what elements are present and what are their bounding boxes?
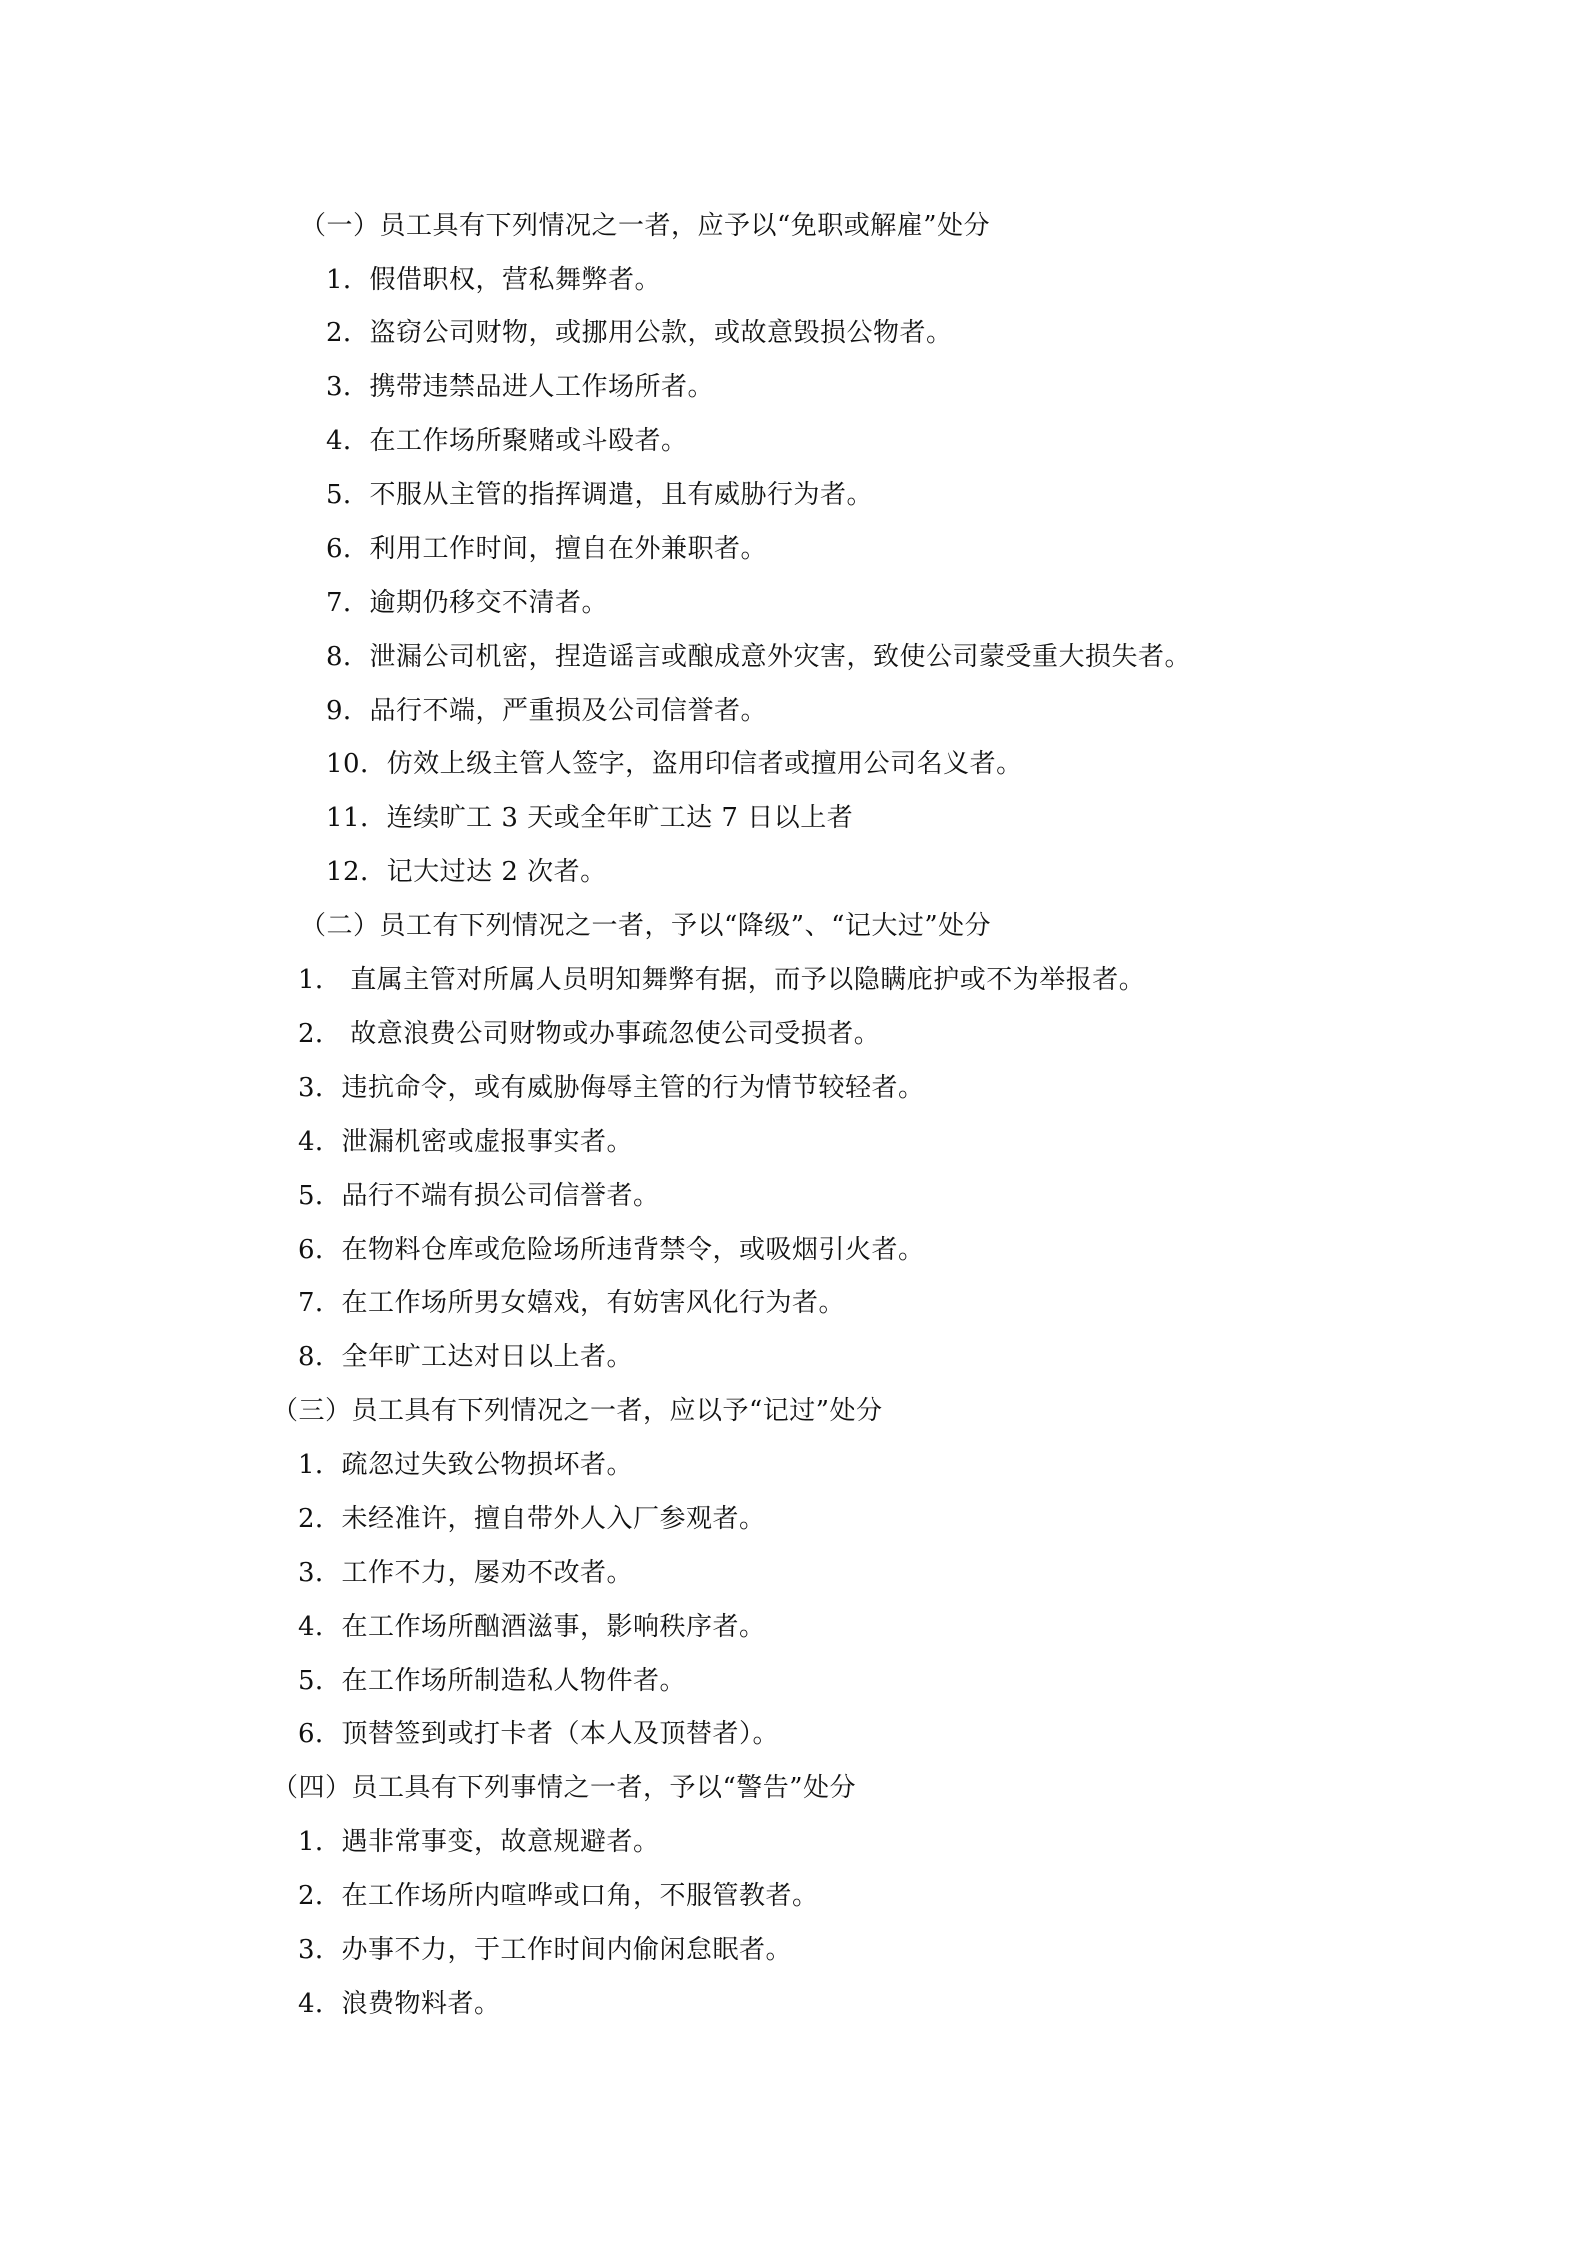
list-item: 1．疏忽过失致公物损坏者。 xyxy=(298,1450,634,1480)
list-item: 6．在物料仓库或危险场所违背禁令，或吸烟引火者。 xyxy=(298,1235,925,1265)
list-item: 10．仿效上级主管人签字，盗用印信者或擅用公司名义者。 xyxy=(326,749,1023,779)
list-item: 3．工作不力，屡劝不改者。 xyxy=(298,1558,634,1588)
list-item: 12．记大过达 2 次者。 xyxy=(326,857,607,887)
list-item: 5．不服从主管的指挥调遣，且有威胁行为者。 xyxy=(326,480,874,510)
list-item: 4．在工作场所酗酒滋事，影响秩序者。 xyxy=(298,1612,766,1642)
list-item: 2． 故意浪费公司财物或办事疏忽使公司受损者。 xyxy=(298,1019,881,1049)
list-item: 6．顶替签到或打卡者（本人及顶替者）。 xyxy=(298,1719,780,1749)
list-item: 5．在工作场所制造私人物件者。 xyxy=(298,1666,687,1696)
list-item: 3．携带违禁品进人工作场所者。 xyxy=(326,372,715,402)
list-item: 1． 直属主管对所属人员明知舞弊有据，而予以隐瞒庇护或不为举报者。 xyxy=(298,965,1146,995)
list-item: 7．在工作场所男女嬉戏，有妨害风化行为者。 xyxy=(298,1288,846,1318)
list-item: 8．全年旷工达对日以上者。 xyxy=(298,1342,634,1372)
list-item: 11．连续旷工 3 天或全年旷工达 7 日以上者 xyxy=(326,803,854,833)
list-item: 4．在工作场所聚赌或斗殴者。 xyxy=(326,426,688,456)
list-item: 1．假借职权，营私舞弊者。 xyxy=(326,265,662,295)
list-item: 3．违抗命令，或有威胁侮辱主管的行为情节较轻者。 xyxy=(298,1073,925,1103)
list-item: 7．逾期仍移交不清者。 xyxy=(326,588,609,618)
section-heading: （二）员工有下列情况之一者，予以“降级”、“记大过”处分 xyxy=(300,911,992,941)
section-heading: （一）员工具有下列情况之一者，应予以“免职或解雇”处分 xyxy=(300,211,991,241)
list-item: 8．泄漏公司机密，捏造谣言或酿成意外灾害，致使公司蒙受重大损失者。 xyxy=(326,642,1192,672)
list-item: 4．浪费物料者。 xyxy=(298,1989,501,2019)
section-heading: （三）员工具有下列情况之一者，应以予“记过”处分 xyxy=(272,1396,883,1426)
list-item: 1．遇非常事变，故意规避者。 xyxy=(298,1827,660,1857)
list-item: 4．泄漏机密或虚报事实者。 xyxy=(298,1127,634,1157)
list-item: 2．盗窃公司财物，或挪用公款，或故意毁损公物者。 xyxy=(326,318,953,348)
list-item: 2．未经准许，擅自带外人入厂参观者。 xyxy=(298,1504,766,1534)
section-heading: （四）员工具有下列事情之一者，予以“警告”处分 xyxy=(272,1773,857,1803)
list-item: 2．在工作场所内喧哗或口角，不服管教者。 xyxy=(298,1881,819,1911)
list-item: 9．品行不端，严重损及公司信誉者。 xyxy=(326,696,768,726)
list-item: 6．利用工作时间，擅自在外兼职者。 xyxy=(326,534,768,564)
list-item: 5．品行不端有损公司信誉者。 xyxy=(298,1181,660,1211)
list-item: 3．办事不力，于工作时间内偷闲怠眠者。 xyxy=(298,1935,793,1965)
